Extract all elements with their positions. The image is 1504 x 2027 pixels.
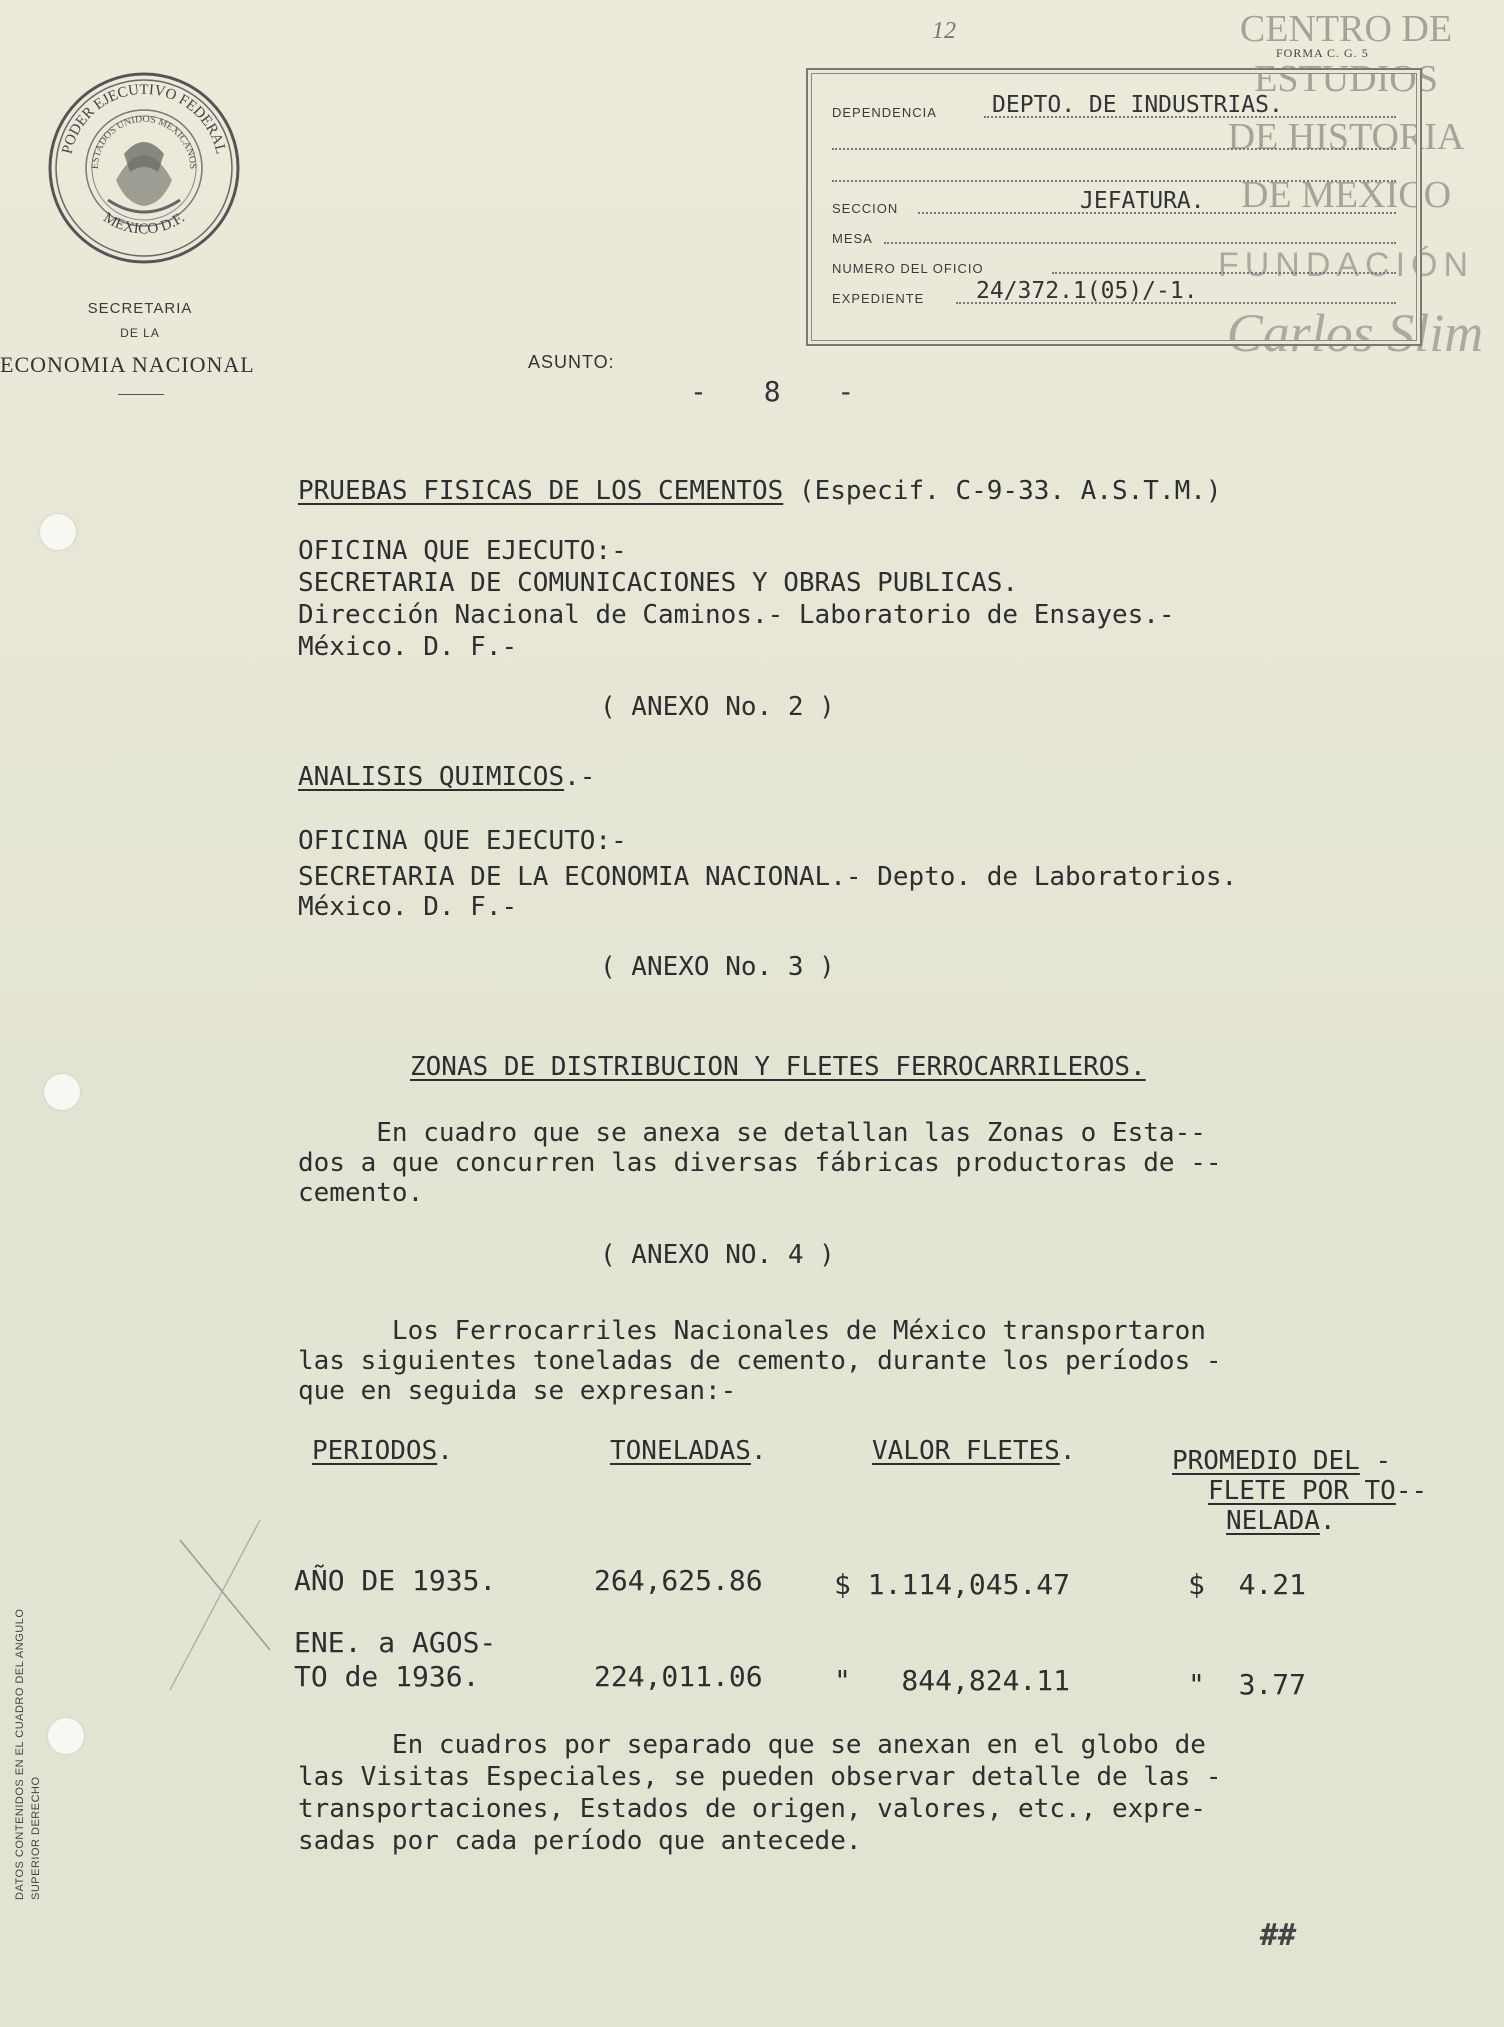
expediente-value: 24/372.1(05)/-1. (976, 278, 1198, 304)
analisis-office-line-1: OFICINA QUE EJECUTO:- (298, 826, 627, 856)
handwritten-note: 12 (932, 18, 956, 44)
page-number: - 8 - (690, 375, 875, 408)
asunto-label: ASUNTO: (528, 352, 615, 372)
end-mark: ## (1260, 1918, 1297, 1953)
binder-hole (40, 514, 76, 550)
binder-hole (44, 1074, 80, 1110)
header-periodos: PERIODOS. (312, 1436, 453, 1466)
ferrocarriles-paragraph-line-1: Los Ferrocarriles Nacionales de México transportaron (298, 1316, 1206, 1346)
closing-paragraph-line-1: En cuadros por separado que se anexan en el globo de (298, 1730, 1206, 1760)
row2-period-line-2: TO de 1936. (294, 1660, 480, 1693)
section-zonas-heading: ZONAS DE DISTRIBUCION Y FLETES FERROCARRILEROS. (410, 1052, 1146, 1082)
ministry-label-de-la: DE LA (120, 326, 160, 340)
pruebas-title: PRUEBAS FISICAS DE LOS CEMENTOS (298, 476, 784, 506)
pruebas-office-line-2: SECRETARIA DE COMUNICACIONES Y OBRAS PUBLICAS. (298, 568, 1019, 598)
zonas-paragraph-line-1: En cuadro que se anexa se detallan las Zonas o Esta-- (298, 1118, 1206, 1148)
row1-toneladas: 264,625.86 (594, 1564, 763, 1597)
header-divider (118, 394, 164, 395)
ministry-label: SECRETARIA (87, 300, 193, 317)
form-row-dependencia (828, 92, 1396, 120)
ferrocarriles-paragraph-line-2: las siguientes toneladas de cemento, durante los períodos - (298, 1346, 1222, 1376)
header-promedio-line-2: FLETE POR TO-- (1208, 1476, 1428, 1506)
seal-text-bottom: MEXICO D.F. (100, 209, 188, 238)
form-row-blank-1 (828, 124, 1396, 152)
seccion-label: SECCION (832, 201, 899, 216)
routing-form (806, 68, 1422, 346)
closing-paragraph-line-3: transportaciones, Estados de origen, valores, etc., expre- (298, 1794, 1206, 1824)
pruebas-spec: (Especif. C-9-33. A.S.T.M.) (783, 476, 1222, 506)
form-row-expediente (828, 278, 1396, 306)
seccion-value: JEFATURA. (1080, 188, 1205, 214)
analisis-title: ANALISIS QUIMICOS (298, 762, 565, 792)
row1-promedio: $ 4.21 (1188, 1568, 1307, 1601)
header-valor-fletes: VALOR FLETES. (872, 1436, 1076, 1466)
row2-period-line-1: ENE. a AGOS- (294, 1626, 497, 1659)
svg-text:MEXICO D.F. (100, 210, 187, 238)
closing-paragraph-line-2: las Visitas Especiales, se pueden observar detalle de las - (298, 1762, 1222, 1792)
binder-hole (48, 1718, 84, 1754)
closing-paragraph-line-4: sadas por cada período que antecede. (298, 1826, 862, 1856)
row2-promedio: " 3.77 (1188, 1668, 1307, 1701)
header-promedio-line-3: NELADA. (1226, 1506, 1336, 1536)
row1-period: AÑO DE 1935. (294, 1564, 497, 1597)
watermark-line-1: CENTRO DE (1239, 8, 1453, 50)
watermark-line-2: ESTUDIOS (1254, 58, 1438, 100)
header-promedio-line-1: PROMEDIO DEL - (1172, 1446, 1392, 1476)
section-pruebas-heading (298, 476, 1222, 506)
row1-valor: $ 1.114,045.47 (834, 1568, 1071, 1601)
pruebas-office-line-3: Dirección Nacional de Caminos.- Laboratorio de Ensayes.- (298, 600, 1175, 630)
seal-text-inner: ESTADOS UNIDOS MEXICANOS (89, 113, 199, 170)
mesa-label: MESA (832, 231, 873, 246)
numero-oficio-label: NUMERO DEL OFICIO (832, 261, 984, 276)
form-row-mesa (828, 218, 1396, 246)
margin-note (14, 1500, 42, 1900)
row2-valor: " 844,824.11 (834, 1664, 1071, 1697)
anexo-2-label: ( ANEXO No. 2 ) (600, 692, 835, 722)
anexo-4-label: ( ANEXO NO. 4 ) (600, 1240, 835, 1270)
watermark-line-3: DE HISTORIA (1227, 116, 1465, 158)
zonas-paragraph-line-3: cemento. (298, 1178, 424, 1208)
pencil-cross-mark-icon (160, 1500, 300, 1700)
form-code: FORMA C. G. 5 (1276, 46, 1369, 60)
row2-toneladas: 224,011.06 (594, 1660, 763, 1693)
header-toneladas: TONELADAS. (610, 1436, 767, 1466)
form-row-blank-2 (828, 156, 1396, 184)
mexico-seal-icon (46, 70, 242, 266)
pruebas-office-line-4: México. D. F.- (298, 632, 518, 662)
ferrocarriles-paragraph-line-3: que en seguida se expresan:- (298, 1376, 737, 1406)
anexo-3-label: ( ANEXO No. 3 ) (600, 952, 835, 982)
expediente-label: EXPEDIENTE (832, 291, 925, 306)
seal-text-top: PODER EJECUTIVO FEDERAL (59, 81, 229, 156)
form-row-seccion (828, 188, 1396, 216)
analisis-office-line-2: SECRETARIA DE LA ECONOMIA NACIONAL.- Depto. de Laboratorios. (298, 862, 1238, 892)
watermark-fundacion: FUNDACIÓN (1217, 246, 1475, 284)
watermark-line-4: DE MEXICO (1240, 174, 1452, 216)
watermark-signature: Carlos Slim (1226, 303, 1484, 363)
dependencia-value: DEPTO. DE INDUSTRIAS. (992, 92, 1283, 118)
margin-note-line-1: DATOS CONTENIDOS EN EL CUADRO DEL ANGULO (14, 1608, 26, 1900)
pruebas-office-line-1: OFICINA QUE EJECUTO:- (298, 536, 627, 566)
analisis-office-line-3: México. D. F.- (298, 892, 518, 922)
section-analisis-heading: ANALISIS QUIMICOS.- (298, 762, 596, 792)
form-row-oficio (828, 248, 1396, 276)
margin-note-line-2: SUPERIOR DERECHO (30, 1776, 42, 1900)
zonas-paragraph-line-2: dos a que concurren las diversas fábricas productoras de -- (298, 1148, 1222, 1178)
ministry-name: ECONOMIA NACIONAL (0, 352, 255, 377)
dependencia-label: DEPENDENCIA (832, 105, 937, 120)
